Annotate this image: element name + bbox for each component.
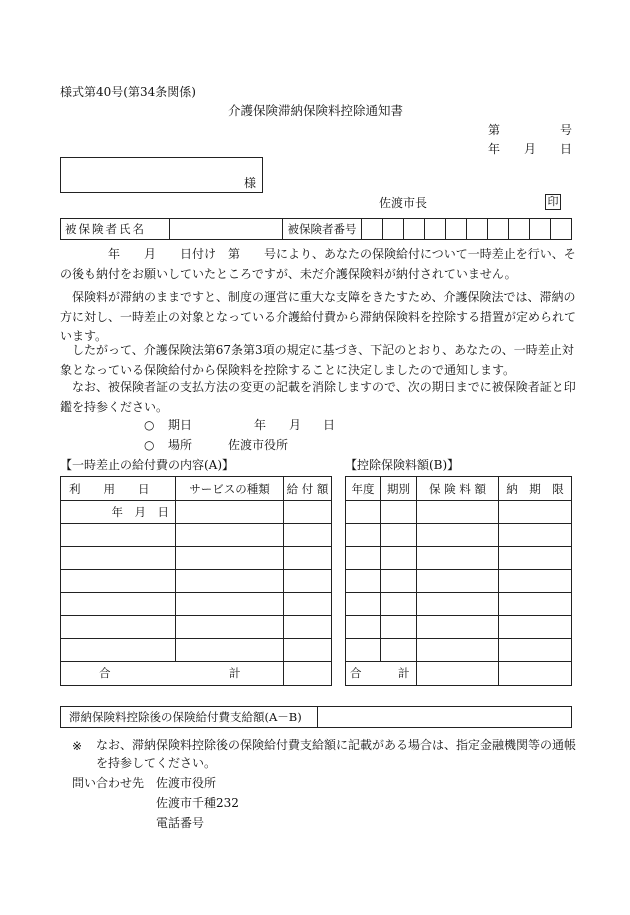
table-b-total-label <box>346 662 417 686</box>
place-mark: ○ <box>144 438 155 452</box>
insured-table <box>60 218 572 240</box>
addressee-box <box>60 157 263 193</box>
net-amount-value <box>318 707 572 728</box>
contact-phone: 電話番号 <box>156 816 205 830</box>
issuer: 佐渡市長 <box>379 196 428 210</box>
table-row <box>61 547 332 570</box>
insured-no-digit <box>467 219 488 240</box>
insured-no-digit <box>551 219 572 240</box>
table-a-total-left: 合 <box>99 666 111 680</box>
table-a-total-right: 計 <box>229 666 241 680</box>
table-a-caption: 【一時差止の給付費の内容(A)】 <box>60 458 235 472</box>
table-row <box>61 593 332 616</box>
insured-name-label: 被保険者氏名 <box>61 219 170 240</box>
net-amount-table <box>60 706 572 728</box>
paragraph-2: 保険料が滞納のままですと、制度の運営に重大な支障をきたすため、介護保険法では、滞納の方に対し、一時差止の対象となっている介護給付費から滞納保険料を控除する措置が定められています。 <box>60 290 577 343</box>
page-title: 介護保険滞納保険料控除通知書 <box>228 103 404 118</box>
table-b <box>345 476 572 686</box>
paragraph-4: なお、被保険者証の支払方法の変更の記載を消除しますので、次の期日までに被保険者証と印鑑を持参ください。 <box>60 380 576 414</box>
table-a-header-amount: 給 付 額 <box>284 477 332 501</box>
table-b-total-value <box>417 662 499 686</box>
table-a-header-date: 利 用 日 <box>61 477 176 501</box>
table-a <box>60 476 332 686</box>
insured-no-digit <box>404 219 425 240</box>
table-row <box>346 616 572 639</box>
table-b-header-year: 年度 <box>346 477 381 501</box>
deadline-mark: ○ <box>144 418 155 432</box>
contact-label: 問い合わせ先 <box>72 776 145 790</box>
date-month: 月 <box>524 142 537 156</box>
note-text: なお、滞納保険料控除後の保険給付費支給額に記載がある場合は、指定金融機関等の通帳を持参してください。 <box>96 738 577 770</box>
contact-name: 佐渡市役所 <box>156 776 217 790</box>
table-b-caption: 【控除保険料額(B)】 <box>345 458 460 472</box>
table-row <box>346 570 572 593</box>
table-row <box>346 593 572 616</box>
place-label: 場所 <box>168 438 193 452</box>
contact-address: 佐渡市千種232 <box>156 796 239 810</box>
insured-no-digit <box>383 219 404 240</box>
table-row <box>61 616 332 639</box>
table-a-cell <box>284 501 332 524</box>
table-a-total-value <box>284 662 332 686</box>
table-a-subhead-date: 年 月 日 <box>61 501 176 524</box>
paragraph-3: したがって、介護保険法第67条第3項の規定に基づき、下記のとおり、あなたの、一時差止対象となっている保険給付から保険料を控除することに決定しましたので通知します。 <box>60 343 574 377</box>
table-b-header-due: 納 期 限 <box>499 477 572 501</box>
paragraph-1: 年 月 日付け 第 号により、あなたの保険給付について一時差止を行い、その後も納付をお願いしていたところですが、未だ介護保険料が納付されていません。 <box>60 247 576 281</box>
insured-no-digit <box>425 219 446 240</box>
number-dai: 第 <box>488 123 501 137</box>
table-b-total-value <box>499 662 572 686</box>
form-number: 様式第40号(第34条関係) <box>60 85 196 99</box>
table-a-total-label <box>61 662 284 686</box>
insured-no-digit <box>362 219 383 240</box>
table-a-header-service: サービスの種類 <box>176 477 284 501</box>
table-row <box>346 547 572 570</box>
insured-no-digit <box>530 219 551 240</box>
table-row <box>61 570 332 593</box>
table-row <box>346 524 572 547</box>
table-a-cell <box>176 501 284 524</box>
deadline-day: 日 <box>323 418 336 432</box>
table-b-total-left: 合 <box>350 666 362 680</box>
addressee-sama: 様 <box>244 176 257 190</box>
table-row <box>61 639 332 662</box>
table-row <box>346 639 572 662</box>
deadline-year: 年 <box>254 418 267 432</box>
net-amount-label: 滞納保険料控除後の保険給付費支給額(A－B) <box>61 707 318 728</box>
insured-name-cell <box>170 219 283 240</box>
table-b-header-amount: 保 険 料 額 <box>417 477 499 501</box>
date-day: 日 <box>560 142 573 156</box>
seal-mark: 印 <box>545 194 561 210</box>
deadline-label: 期日 <box>168 418 193 432</box>
insured-no-digit <box>488 219 509 240</box>
place-value: 佐渡市役所 <box>228 438 289 452</box>
number-go: 号 <box>560 123 573 137</box>
insured-no-label: 被保険者番号 <box>283 219 362 240</box>
date-year: 年 <box>488 142 501 156</box>
insured-no-digit <box>446 219 467 240</box>
table-row <box>346 501 572 524</box>
deadline-month: 月 <box>289 418 302 432</box>
table-row <box>61 524 332 547</box>
note-mark: ※ <box>72 739 83 753</box>
table-b-header-term: 期別 <box>381 477 417 501</box>
table-b-total-right: 計 <box>398 666 410 680</box>
insured-no-digit <box>509 219 530 240</box>
